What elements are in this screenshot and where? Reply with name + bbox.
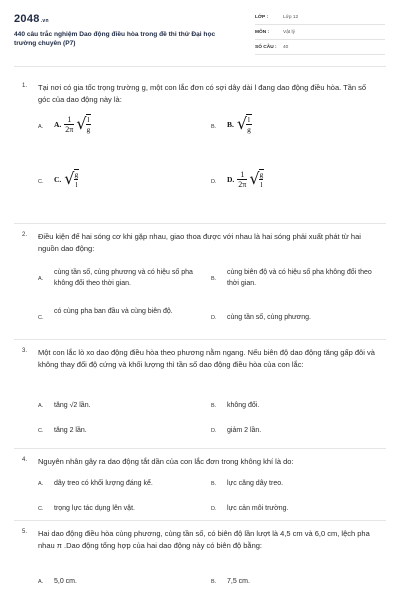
question-3: 3. Một con lắc lò xo dao động điều hòa theo phương nằm ngang. Nếu biên độ dao động tăng gấp đôi và không thay đổi độ cứng và khối lượng thì tần số dao động điều hòa của con lắc: A. tăng √2 lần. B. không đổi. C. tăng 2 lần. D. giảm 2 lần.	[14, 347, 386, 447]
question-text: Nguyên nhân gây ra dao động tắt dần của con lắc đơn trong không khí là do:	[38, 457, 294, 466]
question-text: Hai dao động điều hòa cùng phương, cùng tần số, có biên độ lần lượt là 4,5 cm và 6,0 cm, lệch pha nhau π .Dao động tổng hợp của hai dao động này có biên độ bằng:	[38, 529, 370, 550]
question-text: Tại nơi có gia tốc trọng trường g, một con lắc đơn có sợi dây dài l đang dao động điều hòa. Tần số góc của dao động này là:	[38, 83, 367, 104]
header-divider	[14, 66, 386, 67]
question-number: 5.	[22, 529, 28, 535]
option-b[interactable]: B. cùng biên độ và có hiệu số pha không đổi theo thời gian.	[211, 269, 372, 287]
meta-question-count: SỐ CÂU : 40	[255, 42, 385, 55]
document-title: 440 câu trắc nghiệm Dao động điều hòa trong đề thi thử Đại học trường chuyên (P7)	[14, 31, 216, 47]
formula: D. $\frac{1}{2\pi}$ √ g l	[227, 169, 264, 189]
question-number: 2.	[22, 232, 28, 238]
formula: C. √ g l	[54, 169, 79, 189]
question-text: Điều kiện để hai sóng cơ khi gặp nhau, giao thoa được với nhau là hai sóng phải xuất phát từ hai nguồn dao động:	[38, 232, 361, 253]
site-logo[interactable]: 2048.vn	[14, 13, 49, 25]
question-divider	[14, 520, 386, 521]
option-c[interactable]: C. có cùng pha ban đầu và cùng biên độ.	[38, 308, 173, 321]
question-divider	[14, 339, 386, 340]
option-d[interactable]: D. cùng tần số, cùng phương.	[211, 314, 311, 321]
formula: A. $\frac{1}{2\pi}$ √ l g	[54, 114, 91, 134]
formula: B. √ l g	[227, 114, 251, 134]
question-5: 5. Hai dao động điều hòa cùng phương, cùng tần số, có biên độ lần lượt là 4,5 cm và 6,0 cm, lệch pha nhau π .Dao động tổng hợp của hai dao động này có biên độ bằng: A. 5,0 cm. B. 7,5 cm.	[14, 528, 386, 598]
question-2	[14, 231, 386, 336]
question-divider	[14, 448, 386, 449]
question-1: 1. Tại nơi có gia tốc trọng trường g, một con lắc đơn có sợi dây dài l đang dao động điều hòa. Tần số góc của dao động này là: A. A. $\frac{1}{2\pi}$ √ l g B. B. √ l g C. C. √ g l D. D. $\frac{1}{2\pi}$ √ g l	[14, 82, 386, 222]
question-number: 3.	[22, 348, 28, 354]
question-number: 1.	[22, 83, 28, 89]
question-divider	[14, 223, 386, 224]
option-a[interactable]: A. cùng tần số, cùng phương và có hiệu số pha không đổi theo thời gian.	[38, 269, 193, 287]
question-text: Một con lắc lò xo dao động điều hòa theo phương nằm ngang. Nếu biên độ dao động tăng gấp đôi và không thay đổi độ cứng và khối lượng thì tần số dao động điều hòa của con lắc:	[38, 348, 375, 369]
question-4: 4. Nguyên nhân gây ra dao động tắt dần của con lắc đơn trong không khí là do: A. dây treo có khối lượng đáng kể. B. lực căng dây treo. C. trọng lực tác dụng lên vật. D. lực cản môi trường.	[14, 456, 386, 521]
question-number: 4.	[22, 457, 28, 463]
meta-subject: MÔN : Vật lý	[255, 27, 385, 40]
meta-grade: LỚP : Lớp 12	[255, 12, 385, 25]
page-header	[0, 0, 400, 62]
